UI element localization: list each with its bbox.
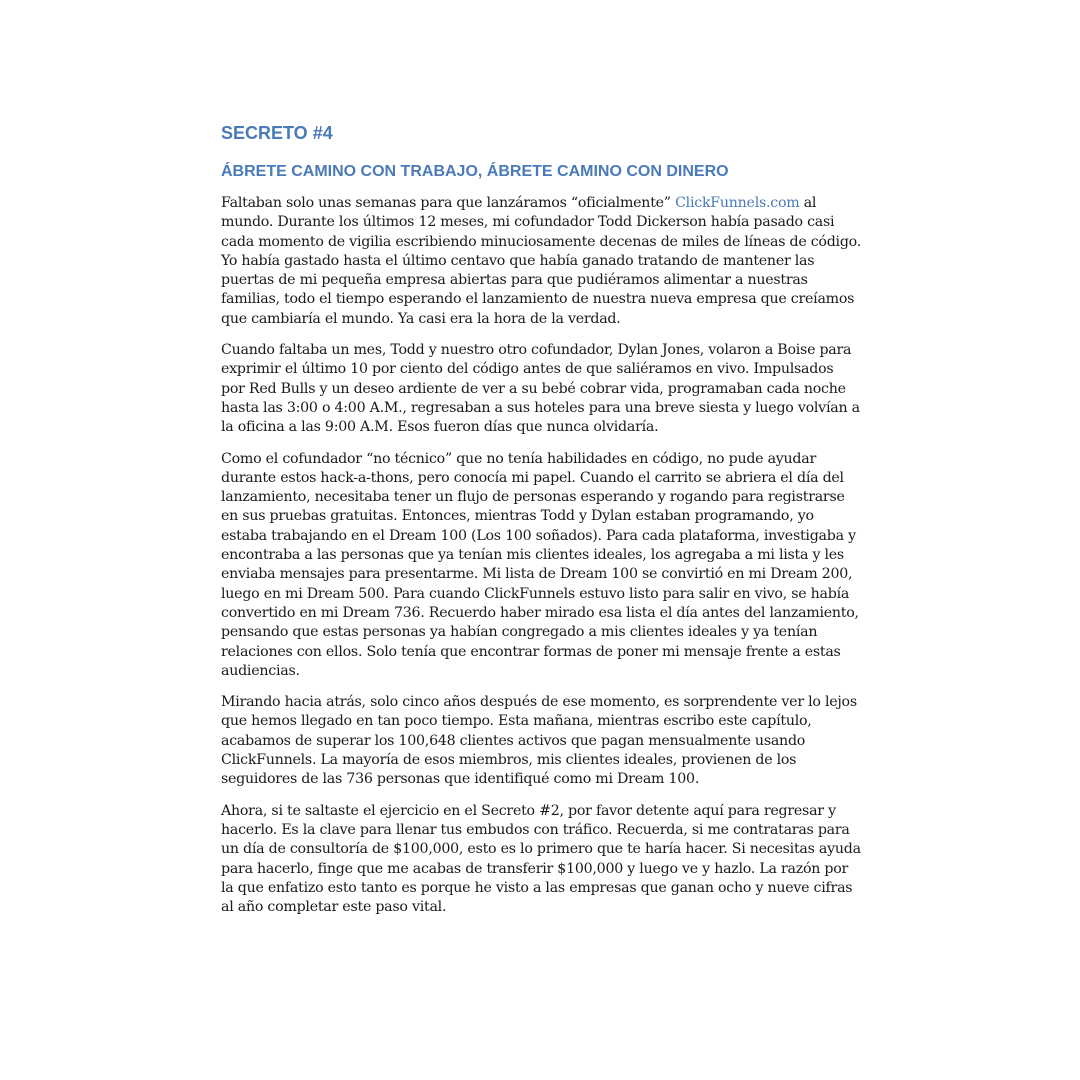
paragraph-2: Cuando faltaba un mes, Todd y nuestro otro cofundador, Dylan Jones, volaron a Boise para exprimir el último 10 por ciento del código antes de que saliéramos en vivo. Impulsados por Red Bulls y un deseo ardiente de ver a su bebé cobrar vida, programaban cada noche hasta las 3:00 o 4:00 A.M., regresaban a sus hoteles para una breve siesta y luego volvían a la oficina a las 9:00 A.M. Esos fueron días que nunca olvidaría. [221,342,860,436]
paragraph-3: Como el cofundador “no técnico” que no tenía habilidades en código, no pude ayudar durante estos hack-a-thons, pero conocía mi papel. Cuando el carrito se abriera el día del lanzamiento, necesitaba tener un flujo de personas esperando y rogando para registrarse en sus pruebas gratuitas. Entonces, mientras Todd y Dylan estaban programando, yo estaba trabajando en el Dream 100 (Los 100 soñados). Para cada plataforma, investigaba y encontraba a las personas que ya tenían mis clientes ideales, los agregaba a mi lista y les enviaba mensajes para presentarme. Mi lista de Dream 100 se convirtió en mi Dream 200, luego en mi Dream 500. Para cuando ClickFunnels estuvo listo para salir en vivo, se había convertido en mi Dream 736. Recuerdo haber mirado esa lista el día antes del lanzamiento, pensando que estas personas ya habían congregado a mis clientes ideales y ya tenían relaciones con ellos. Solo tenía que encontrar formas de poner mi mensaje frente a estas audiencias. [221,450,859,679]
document-page [221,118,861,929]
chapter-title: ÁBRETE CAMINO CON TRABAJO, ÁBRETE CAMINO CON DINERO [221,163,729,180]
paragraph-1-intro: Faltaban solo unas semanas para que lanzáramos “oficialmente” [221,195,676,211]
paragraph-1 [221,194,861,329]
paragraph-5: Ahora, si te saltaste el ejercicio en el Secreto #2, por favor detente aquí para regresar y hacerlo. Es la clave para llenar tus embudos con tráfico. Recuerda, si me contrataras para un día de consultoría de $100,000, esto es lo primero que te haría hacer. Si necesitas ayuda para hacerlo, finge que me acabas de transferir $100,000 y luego ve y hazlo. La razón por la que enfatizo esto tanto es porque he visto a las empresas que ganan ocho y nueve cifras al año completar este paso vital. [221,802,861,916]
paragraph-1-rest: al mundo. Durante los últimos 12 meses, mi cofundador Todd Dickerson había pasado casi cada momento de vigilia escribiendo minuciosamente decenas de miles de líneas de código. Yo había gastado hasta el último centavo que había ganado tratando de mantener las puertas de mi pequeña empresa abiertas para que pudiéramos alimentar a nuestras familias, todo el tiempo esperando el lanzamiento de nuestra nueva empresa que creíamos que cambiaría el mundo. Ya casi era la hora de la verdad. [221,195,861,327]
body-text [221,194,861,917]
clickfunnels-link[interactable]: ClickFunnels.com [675,195,800,211]
secret-label: SECRETO #4 [221,123,333,143]
paragraph-4: Mirando hacia atrás, solo cinco años después de ese momento, es sorprendente ver lo lejos que hemos llegado en tan poco tiempo. Esta mañana, mientras escribo este capítulo, acabamos de superar los 100,648 clientes activos que pagan mensualmente usando ClickFunnels. La mayoría de esos miembros, mis clientes ideales, provienen de los seguidores de las 736 personas que identifiqué como mi Dream 100. [221,694,857,788]
